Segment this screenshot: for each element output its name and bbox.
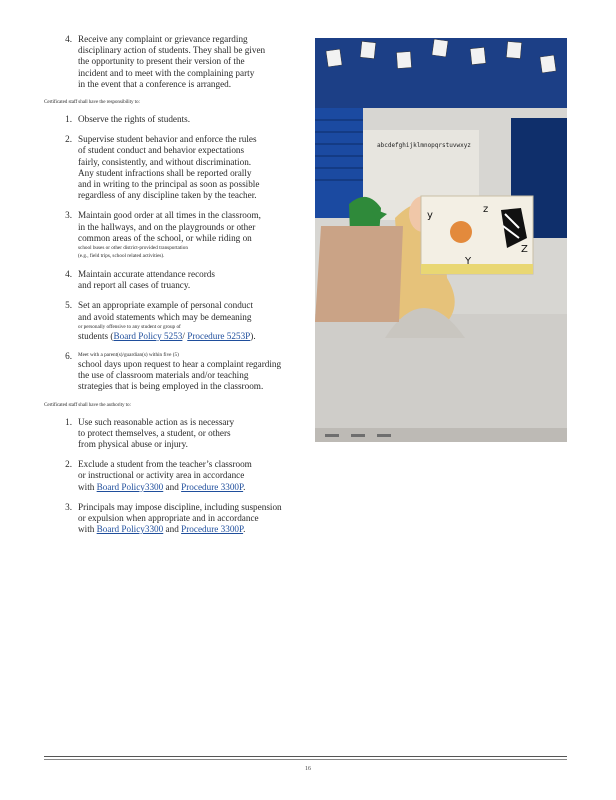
text-line: in the event that a conference is arranged.	[78, 78, 232, 89]
item-number: 2.	[65, 134, 72, 145]
item-number: 4.	[65, 34, 72, 44]
link-separator: and	[163, 524, 182, 535]
text-line: the use of classroom materials and/or teaching	[78, 370, 249, 381]
policy-link[interactable]: Board Policy 5253	[113, 330, 183, 341]
classroom-photo	[315, 38, 567, 442]
item-text	[78, 502, 306, 536]
authority-item	[44, 459, 306, 493]
link-separator: and	[163, 481, 182, 492]
item-text	[78, 459, 306, 493]
text-line: Set an appropriate example of personal conduct	[78, 300, 254, 311]
text-line: Exclude a student from the teacher’s classroom	[78, 459, 252, 470]
text-line: and in writing to the principal as soon as possible	[78, 179, 260, 190]
alphabet-line: abcdefghijklmnopqrstuvwxyz	[377, 142, 471, 149]
text-line-with-links	[78, 524, 306, 535]
text-line: from physical abuse or injury.	[78, 439, 188, 450]
text-line: Maintain good order at all times in the classroom,	[78, 210, 261, 221]
text-line: and avoid statements which may be demeaning	[78, 311, 252, 322]
text-line: strategies that is being employed in the classroom.	[78, 381, 264, 392]
authority-item	[44, 502, 306, 536]
footer-rule-secondary	[44, 759, 567, 760]
responsibility-intro: Certificated staff shall have the responsibility to:	[44, 99, 140, 106]
link-prefix: with	[78, 481, 97, 492]
item-number: 4.	[65, 269, 72, 280]
item-text	[78, 269, 306, 291]
text-line: Receive any complaint or grievance regarding	[78, 34, 248, 44]
link-separator: /	[182, 330, 188, 341]
card-letter-4: Z	[521, 244, 528, 255]
item-number: 3.	[65, 501, 72, 512]
link-suffix: .	[243, 524, 246, 535]
item-text	[78, 210, 306, 260]
teacher-photo-illustration	[315, 38, 567, 442]
procedure-link[interactable]: Procedure 3300P	[181, 481, 244, 492]
item-number: 3.	[65, 210, 72, 221]
link-prefix: students (	[78, 330, 114, 341]
card-letter-1: y	[427, 210, 433, 221]
footer-rule	[44, 756, 567, 757]
responsibility-item	[44, 269, 306, 291]
procedure-link[interactable]: Procedure 3300P	[181, 524, 244, 535]
item-text	[78, 134, 306, 201]
link-prefix: with	[78, 524, 97, 535]
small-text-line: school buses or other district-provided transportation	[78, 245, 188, 252]
link-suffix: .	[243, 481, 246, 492]
small-text-line: or personally offensive to any student or group of	[78, 323, 181, 330]
link-suffix: ).	[250, 330, 256, 341]
text-line: or expulsion when appropriate and in accordance	[78, 513, 259, 524]
item-number: 1.	[65, 416, 72, 427]
text-line: Any student infractions shall be reported orally	[78, 167, 252, 178]
item-number: 2.	[65, 459, 72, 470]
text-line: or instructional or activity area in accordance	[78, 470, 245, 481]
item-number: 1.	[65, 114, 72, 125]
text-line: Maintain accurate attendance records	[78, 269, 215, 280]
responsibility-item	[44, 351, 306, 393]
card-letter-3: Y	[465, 256, 472, 267]
policy-link[interactable]: Board Policy3300	[96, 524, 164, 535]
item-text	[78, 300, 306, 342]
item-text	[78, 351, 306, 393]
text-line: school days upon request to hear a complaint regarding	[78, 359, 282, 370]
text-line: Observe the rights of students.	[78, 114, 191, 125]
text-line: Supervise student behavior and enforce the rules	[78, 134, 257, 145]
text-line: the opportunity to present their version of the	[78, 56, 245, 67]
responsibility-item	[44, 300, 306, 342]
text-line-with-links	[78, 331, 306, 342]
policy-link[interactable]: Board Policy3300	[96, 481, 164, 492]
responsibility-item	[44, 134, 306, 201]
responsibility-item	[44, 114, 306, 125]
text-line: and report all cases of truancy.	[78, 280, 191, 291]
page-number: 16	[305, 766, 311, 772]
list-item-grievance	[44, 34, 306, 90]
text-line: fairly, consistently, and without discrimination.	[78, 156, 252, 167]
text-line: Principals may impose discipline, including suspension	[78, 501, 282, 512]
card-letter-2: z	[483, 204, 489, 215]
text-line: common areas of the school, or while riding on	[78, 232, 252, 243]
text-line: disciplinary action of students. They shall be given	[78, 45, 266, 56]
text-line: of student conduct and behavior expectations	[78, 145, 245, 156]
text-line: in the hallways, and on the playgrounds or other	[78, 221, 256, 232]
text-line-with-links	[78, 482, 306, 493]
text-line: incident and to meet with the complaining party	[78, 67, 255, 78]
responsibility-item	[44, 210, 306, 260]
small-text-line: (e.g., field trips, school related activities).	[78, 253, 165, 260]
item-number: 6.	[65, 351, 72, 362]
authority-intro: Certificated staff shall have the authority to:	[44, 401, 131, 408]
item-number: 5.	[65, 300, 72, 311]
item-text	[78, 417, 306, 451]
authority-item	[44, 417, 306, 451]
text-line: Use such reasonable action as is necessary	[78, 416, 235, 427]
item-text	[78, 34, 306, 90]
small-text-line: Meet with a parent(s)/guardian(s) within five (5)	[78, 352, 179, 359]
text-column	[44, 34, 306, 545]
text-line: regardless of any discipline taken by the teacher.	[78, 190, 257, 201]
text-line: to protect themselves, a student, or others	[78, 427, 231, 438]
procedure-link[interactable]: Procedure 5253P	[187, 330, 251, 341]
item-text	[78, 114, 306, 125]
